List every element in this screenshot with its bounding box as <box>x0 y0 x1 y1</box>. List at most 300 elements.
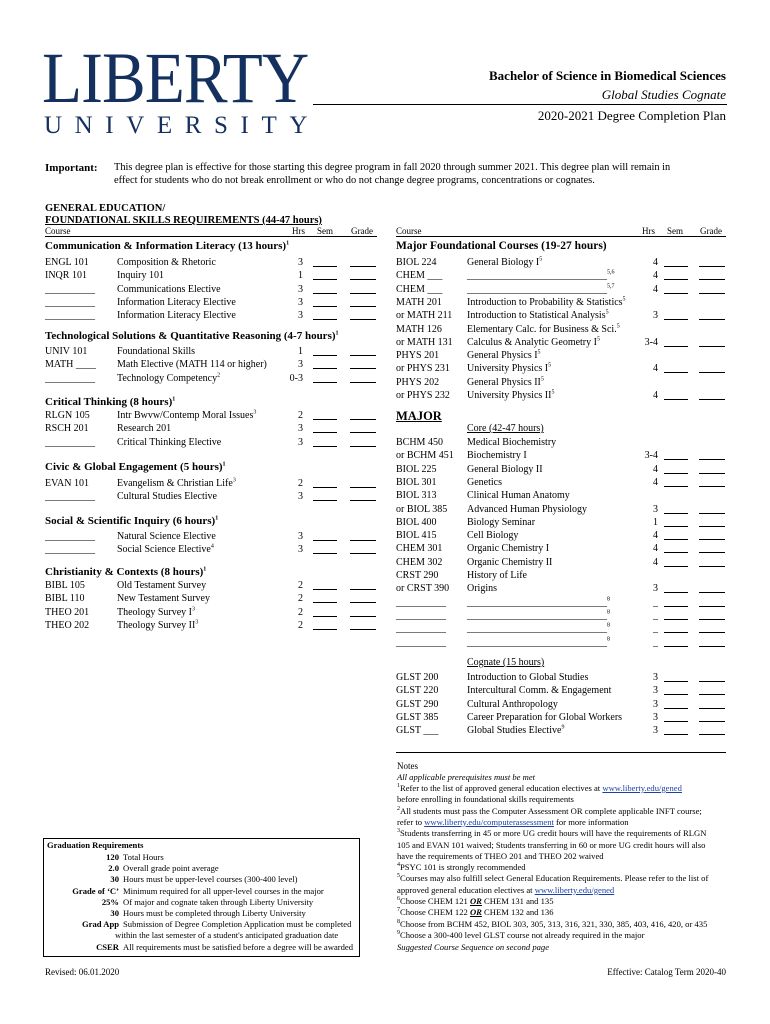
course-row <box>396 362 728 375</box>
course-row <box>45 436 380 449</box>
course-name: Organic Chemistry II <box>467 556 553 568</box>
course-hours: 3 <box>298 296 303 308</box>
course-name: Intr Bwvw/Contemp Moral Issues$^3$ <box>117 409 257 421</box>
semester-field[interactable] <box>664 724 688 735</box>
course-name: University Physics $II^5$ <box>467 389 555 401</box>
major-foundational-title: Major Foundational Courses (19-27 hours) <box>396 240 607 252</box>
grade-field[interactable] <box>350 579 376 590</box>
effective-term: Effective: Catalog Term 2020-40 <box>607 967 726 977</box>
note-number: 8 <box>397 918 400 925</box>
note-text: Courses may also fulfill select General Education Requirements. Please refer to the list of <box>400 873 709 884</box>
note-number: 9 <box>397 930 400 937</box>
course-hours: _ <box>653 623 658 635</box>
course-code: BIOL 301 <box>396 476 437 488</box>
course-name: Career Preparation for Global Workers <box>467 711 623 723</box>
course-row <box>45 477 380 490</box>
grade-field[interactable] <box>350 409 376 420</box>
course-hours: 3 <box>298 310 303 322</box>
grade-field[interactable] <box>699 256 725 267</box>
course-code: __________ <box>396 596 446 608</box>
semester-field[interactable] <box>664 529 688 540</box>
course-name: Communications Elective <box>117 283 221 295</box>
grade-field[interactable] <box>699 724 725 735</box>
note-text: PSYC 101 is strongly recommended <box>400 862 526 873</box>
course-code: or CRST 390 <box>396 583 450 595</box>
course-hours: 3 <box>653 685 658 697</box>
course-row <box>396 349 728 362</box>
grad-requirement-label: 120 <box>106 852 119 862</box>
course-name: Origins <box>467 583 497 595</box>
course-row <box>396 622 728 635</box>
course-code: BIOL 225 <box>396 463 437 475</box>
course-footnote: 8 <box>607 622 610 629</box>
note-line <box>397 783 682 794</box>
semester-field[interactable] <box>664 711 688 722</box>
note-text: Choose a 300-400 level GLST course not already required in the major <box>400 929 645 940</box>
note-number: 7 <box>397 907 400 914</box>
course-name: Technology Competency$^2$ <box>117 372 221 384</box>
course-hours: 0-3 <box>289 372 303 384</box>
course-name: History of Life <box>467 570 527 581</box>
course-name: Biochemistry I <box>467 450 527 462</box>
course-footnote: 5 <box>548 363 552 370</box>
course-hours: 3-4 <box>644 336 658 348</box>
course-code: EVAN 101 <box>45 478 89 489</box>
course-name: Cultural Studies Elective <box>117 491 217 503</box>
grade-field[interactable] <box>699 596 725 607</box>
course-footnote: 5 <box>605 309 609 316</box>
course-row <box>45 296 380 309</box>
section-title: Technological Solutions & Quantitative Reasoning (4-7 hours)$^1$ <box>45 330 339 342</box>
course-row <box>396 698 728 711</box>
grade-field[interactable] <box>699 389 725 400</box>
grade-field[interactable] <box>350 477 376 488</box>
grade-field[interactable] <box>350 256 376 267</box>
grade-field[interactable] <box>699 582 725 593</box>
course-hours: 4 <box>653 530 658 542</box>
grade-field[interactable] <box>699 449 725 460</box>
grade-field[interactable] <box>699 542 725 553</box>
course-row <box>45 269 380 282</box>
course-footnote: 8 <box>607 636 610 643</box>
grade-field[interactable] <box>699 516 725 527</box>
semester-field[interactable] <box>313 269 337 280</box>
grade-field[interactable] <box>699 503 725 514</box>
grad-requirement-label: Grade of ‘C’ <box>72 885 119 896</box>
grade-field[interactable] <box>699 269 725 280</box>
course-name: Foundational Skills <box>117 346 196 357</box>
course-code: INQR 101 <box>45 270 87 282</box>
grade-field[interactable] <box>699 684 725 695</box>
course-footnote: 2 <box>217 372 221 379</box>
grad-requirement-text: Hours must be upper-level courses (300-400 level) <box>123 874 298 885</box>
grade-field[interactable] <box>350 543 376 554</box>
course-hours: 3 <box>298 544 303 556</box>
course-footnote: 5,6 <box>607 269 615 276</box>
note-line <box>397 828 706 839</box>
course-code: MATH 126 <box>396 323 442 335</box>
grad-requirement-text: within the last semester of a student's anticipated graduation date <box>115 930 339 941</box>
course-name: Clinical Human Anatomy <box>467 490 570 502</box>
course-code: or BIOL 385 <box>396 503 448 515</box>
grade-field[interactable] <box>350 436 376 447</box>
grade-field[interactable] <box>350 269 376 280</box>
semester-field[interactable] <box>664 256 688 267</box>
notes-title: Notes <box>397 761 418 771</box>
course-code: GLST 290 <box>396 698 439 710</box>
grade-field[interactable] <box>699 336 725 347</box>
grade-field[interactable] <box>699 529 725 540</box>
header-rule <box>313 104 727 105</box>
grade-field[interactable] <box>350 345 376 356</box>
grade-field[interactable] <box>699 711 725 722</box>
note-line <box>397 919 707 930</box>
note-text: before enrolling in foundational skills requirements <box>397 794 574 805</box>
semester-field[interactable] <box>313 543 337 554</box>
course-hours: 1 <box>298 270 303 282</box>
course-name: Genetics <box>467 476 502 488</box>
grade-field[interactable] <box>350 358 376 369</box>
course-row <box>396 516 728 529</box>
semester-field[interactable] <box>664 636 688 647</box>
course-code: __________ <box>396 609 446 621</box>
important-text-line1: This degree plan is effective for those starting this degree program in fall 2020 through summer 2021. This degree plan will remain in <box>114 162 671 173</box>
course-code: CRST 290 <box>396 570 439 581</box>
course-hours: 3-4 <box>644 450 658 462</box>
semester-field[interactable] <box>664 463 688 474</box>
course-row <box>396 376 728 389</box>
grade-field[interactable] <box>350 606 376 617</box>
semester-field[interactable] <box>664 684 688 695</box>
course-hours: 2 <box>298 478 303 489</box>
note-number: 5 <box>397 873 400 880</box>
course-hours: 3 <box>653 711 658 723</box>
revised-date: Revised: 06.01.2020 <box>45 967 120 977</box>
course-code: THEO 202 <box>45 619 90 631</box>
note-text: Choose CHEM 121 <box>400 896 470 906</box>
major-col-course: Course <box>396 226 422 236</box>
semester-field[interactable] <box>313 422 337 433</box>
note-link[interactable]: www.liberty.edu/computerassessment <box>424 816 554 827</box>
grade-field[interactable] <box>699 556 725 567</box>
course-row <box>396 711 728 724</box>
section-title-footnote: 1 <box>172 396 176 403</box>
course-name: ____________________________$^{5,7}$ <box>467 283 615 295</box>
course-footnote: 3 <box>232 477 236 484</box>
course-row <box>45 256 380 269</box>
note-text: approved general education electives at <box>397 884 535 895</box>
logo-wordmark-top: LIBERTY <box>42 38 309 118</box>
note-text: Choose from BCHM 452, BIOL 303, 305, 313, 316, 321, 330, 385, 403, 416, 420, or 435 <box>400 918 708 929</box>
course-row <box>396 556 728 569</box>
course-hours: 2 <box>298 593 303 605</box>
course-hours: 3 <box>298 436 303 448</box>
course-hours: 4 <box>653 476 658 488</box>
semester-field[interactable] <box>664 609 688 620</box>
course-name: Theology Survey $II^3$ <box>117 619 199 631</box>
course-code: ENGL 101 <box>45 257 89 268</box>
course-footnote: 5,7 <box>607 283 615 290</box>
note-line <box>397 873 708 884</box>
grade-field[interactable] <box>699 309 725 320</box>
course-hours: 3 <box>653 583 658 595</box>
semester-field[interactable] <box>313 606 337 617</box>
program-title: Bachelor of Science in Biomedical Sciences <box>489 68 726 83</box>
semester-field[interactable] <box>664 476 688 487</box>
course-code: GLST 200 <box>396 672 439 683</box>
course-row <box>45 606 380 619</box>
course-name: Biology Seminar <box>467 516 536 528</box>
course-row <box>45 592 380 605</box>
grade-field[interactable] <box>350 422 376 433</box>
note-text-after: CHEM 132 and 136 <box>481 907 554 918</box>
grade-field[interactable] <box>350 283 376 294</box>
semester-field[interactable] <box>313 283 337 294</box>
course-code: __________ <box>396 636 446 648</box>
course-hours: 4 <box>653 363 658 375</box>
course-hours: 3 <box>653 672 658 683</box>
course-hours: 4 <box>653 283 658 295</box>
course-hours: 2 <box>298 580 303 591</box>
semester-field[interactable] <box>313 358 337 369</box>
course-name: ____________________________$^8$ <box>467 609 610 621</box>
note-text-post: for more information <box>553 816 629 827</box>
course-row <box>396 684 728 697</box>
grade-field[interactable] <box>350 372 376 383</box>
course-name: Cultural Anthropology <box>467 698 558 710</box>
course-hours: 3 <box>653 725 658 737</box>
semester-field[interactable] <box>313 436 337 447</box>
cognate-title: Global Studies Cognate <box>601 87 726 102</box>
course-row <box>396 256 728 269</box>
course-hours: 2 <box>298 410 303 421</box>
grade-field[interactable] <box>350 309 376 320</box>
semester-field[interactable] <box>664 556 688 567</box>
grade-field[interactable] <box>699 283 725 294</box>
section-title-footnote: 1 <box>222 461 226 468</box>
note-text: Students transferring in 45 or more UG credit hours will have the requirements of RLGN <box>400 828 707 839</box>
grade-field[interactable] <box>350 592 376 603</box>
grade-field[interactable] <box>350 619 376 630</box>
course-footnote: 8 <box>607 596 610 603</box>
course-row <box>396 463 728 476</box>
grade-field[interactable] <box>350 530 376 541</box>
course-name: Global Studies Elective$^9$ <box>467 724 565 737</box>
semester-field[interactable] <box>313 530 337 541</box>
course-row <box>396 449 728 462</box>
note-text: All students must pass the Computer Assessment OR complete applicable INFT course; <box>400 805 702 816</box>
course-name: General Physics $I^5$ <box>467 349 541 362</box>
cognate-label: Cognate (15 hours) <box>467 657 545 668</box>
course-hours: 4 <box>653 556 658 568</box>
gen-ed-title-1: GENERAL EDUCATION/ <box>45 203 166 214</box>
course-hours: 1 <box>298 346 303 357</box>
note-link[interactable]: www.liberty.edu/gened <box>602 783 682 793</box>
semester-field[interactable] <box>664 336 688 347</box>
course-name: ____________________________$^{5,6}$ <box>467 269 615 282</box>
semester-field[interactable] <box>313 256 337 267</box>
semester-field[interactable] <box>664 622 688 633</box>
course-code: __________ <box>45 436 95 448</box>
course-row <box>45 358 380 371</box>
course-row <box>396 636 728 649</box>
note-line <box>397 930 644 941</box>
course-name: Cell Biology <box>467 530 519 542</box>
course-row <box>396 596 728 609</box>
semester-field[interactable] <box>313 477 337 488</box>
note-line <box>397 806 702 817</box>
semester-field[interactable] <box>313 345 337 356</box>
course-name: New Testament Survey <box>117 593 210 605</box>
semester-field[interactable] <box>664 582 688 593</box>
course-code: GLST 220 <box>396 685 439 697</box>
semester-field[interactable] <box>664 503 688 514</box>
course-code: BCHM 450 <box>396 437 443 448</box>
note-line <box>397 840 705 851</box>
grade-field[interactable] <box>699 476 725 487</box>
note-text: refer to <box>397 816 425 827</box>
course-footnote: 3 <box>195 619 199 626</box>
note-or: OR <box>469 896 482 906</box>
grade-field[interactable] <box>699 463 725 474</box>
course-name: Composition & Rhetoric <box>117 257 216 268</box>
course-code: UNIV 101 <box>45 346 88 357</box>
semester-field[interactable] <box>664 309 688 320</box>
course-name: Inquiry 101 <box>117 270 164 282</box>
course-name: Information Literacy Elective <box>117 310 236 322</box>
course-code: or PHYS 232 <box>396 390 450 401</box>
note-text: 105 and EVAN 101 waived; Students transferring in 60 or more UG credit hours will also <box>397 839 706 850</box>
course-footnote: 3 <box>253 409 257 416</box>
course-code: BIOL 313 <box>396 490 437 502</box>
semester-field[interactable] <box>313 592 337 603</box>
note-or: OR <box>469 907 482 918</box>
semester-field[interactable] <box>313 309 337 320</box>
major-col-grade: Grade <box>700 226 722 236</box>
grad-requirement-text: Of major and cognate taken through Liberty University <box>123 896 314 907</box>
note-text-after: CHEM 131 and 135 <box>481 896 554 906</box>
note-number: 4 <box>397 862 400 869</box>
course-name: Critical Thinking Elective <box>117 436 222 448</box>
course-hours: _ <box>653 609 658 621</box>
semester-field[interactable] <box>664 516 688 527</box>
course-name: Theology Survey $I^3$ <box>117 606 195 618</box>
course-hours: 3 <box>653 698 658 710</box>
course-footnote: 5 <box>537 349 541 356</box>
course-code: CHEM 301 <box>396 543 443 555</box>
grade-field[interactable] <box>699 698 725 709</box>
note-line <box>397 885 614 896</box>
semester-field[interactable] <box>664 671 688 682</box>
semester-field[interactable] <box>313 409 337 420</box>
note-link[interactable]: www.liberty.edu/gened <box>534 884 615 895</box>
semester-field[interactable] <box>664 596 688 607</box>
course-code: CHEM ___ <box>396 270 443 282</box>
course-row <box>396 389 728 402</box>
course-row <box>396 336 728 349</box>
course-name: General Biology II <box>467 463 543 475</box>
course-name: University Physics $I^5$ <box>467 363 552 375</box>
semester-field[interactable] <box>313 490 337 501</box>
grad-requirement-label: 25% <box>101 896 119 907</box>
semester-field[interactable] <box>313 579 337 590</box>
section-title-footnote: 1 <box>215 515 219 522</box>
semester-field[interactable] <box>664 269 688 280</box>
grade-field[interactable] <box>350 296 376 307</box>
semester-field[interactable] <box>664 698 688 709</box>
course-name: Social Science Elective$^4$ <box>117 543 214 556</box>
notes-rule <box>396 752 726 753</box>
course-name: Information Literacy Elective <box>117 296 236 308</box>
course-hours: _ <box>653 596 658 608</box>
note-number: 2 <box>397 805 400 812</box>
course-hours: 4 <box>653 543 658 555</box>
course-row <box>45 490 380 503</box>
semester-field[interactable] <box>313 296 337 307</box>
grad-requirement-text: Total Hours <box>123 852 164 862</box>
course-row <box>396 503 728 516</box>
course-code: MATH 201 <box>396 296 442 308</box>
semester-field[interactable] <box>664 449 688 460</box>
grade-field[interactable] <box>699 622 725 633</box>
course-code: __________ <box>45 372 95 384</box>
course-footnote: 5 <box>596 336 600 343</box>
course-name: Math Elective (MATH 114 or higher) <box>117 359 267 371</box>
section-title: Civic & Global Engagement (5 hours)$^1$ <box>45 461 226 473</box>
grade-field[interactable] <box>699 636 725 647</box>
grad-requirement-text: Overall grade point average <box>123 863 219 874</box>
course-hours: 3 <box>298 283 303 295</box>
grade-field[interactable] <box>699 609 725 620</box>
course-hours: _ <box>653 636 658 648</box>
semester-field[interactable] <box>664 389 688 400</box>
note-line <box>397 862 526 873</box>
course-name: Organic Chemistry I <box>467 543 550 555</box>
notes-suggested: Suggested Course Sequence on second page <box>397 942 550 952</box>
grade-field[interactable] <box>699 671 725 682</box>
course-hours: 3 <box>298 423 303 435</box>
grad-requirement-label: 2.0 <box>108 863 119 874</box>
semester-field[interactable] <box>313 372 337 383</box>
course-row <box>45 619 380 632</box>
section-title-footnote: 1 <box>335 330 339 337</box>
logo-wordmark-bottom: UNIVERSITY <box>44 112 320 139</box>
semester-field[interactable] <box>664 283 688 294</box>
course-row <box>396 582 728 595</box>
semester-field[interactable] <box>313 619 337 630</box>
course-name: General Physics $II^5$ <box>467 376 544 388</box>
gen-ed-title-2: FOUNDATIONAL SKILLS REQUIREMENTS (44-47 hours) <box>45 215 322 226</box>
course-code: BIOL 415 <box>396 530 437 542</box>
semester-field[interactable] <box>664 362 688 373</box>
course-code: RSCH 201 <box>45 423 89 435</box>
course-footnote: 5 <box>616 323 620 330</box>
grade-field[interactable] <box>699 362 725 373</box>
university-logo <box>42 38 320 142</box>
core-label: Core (42-47 hours) <box>467 423 544 434</box>
course-name: Advanced Human Physiology <box>467 503 587 515</box>
course-code: or BCHM 451 <box>396 450 454 462</box>
section-title-footnote: 1 <box>203 566 207 573</box>
course-name: Introduction to Statistical Analysis$^5$ <box>467 309 609 322</box>
semester-field[interactable] <box>664 542 688 553</box>
note-text: have the requirements of THEO 201 and THEO 202 waived <box>397 850 604 861</box>
course-row <box>396 671 728 684</box>
note-line <box>397 817 629 828</box>
course-code: BIBL 105 <box>45 580 85 591</box>
course-name: ____________________________$^8$ <box>467 636 610 648</box>
grade-field[interactable] <box>350 490 376 501</box>
